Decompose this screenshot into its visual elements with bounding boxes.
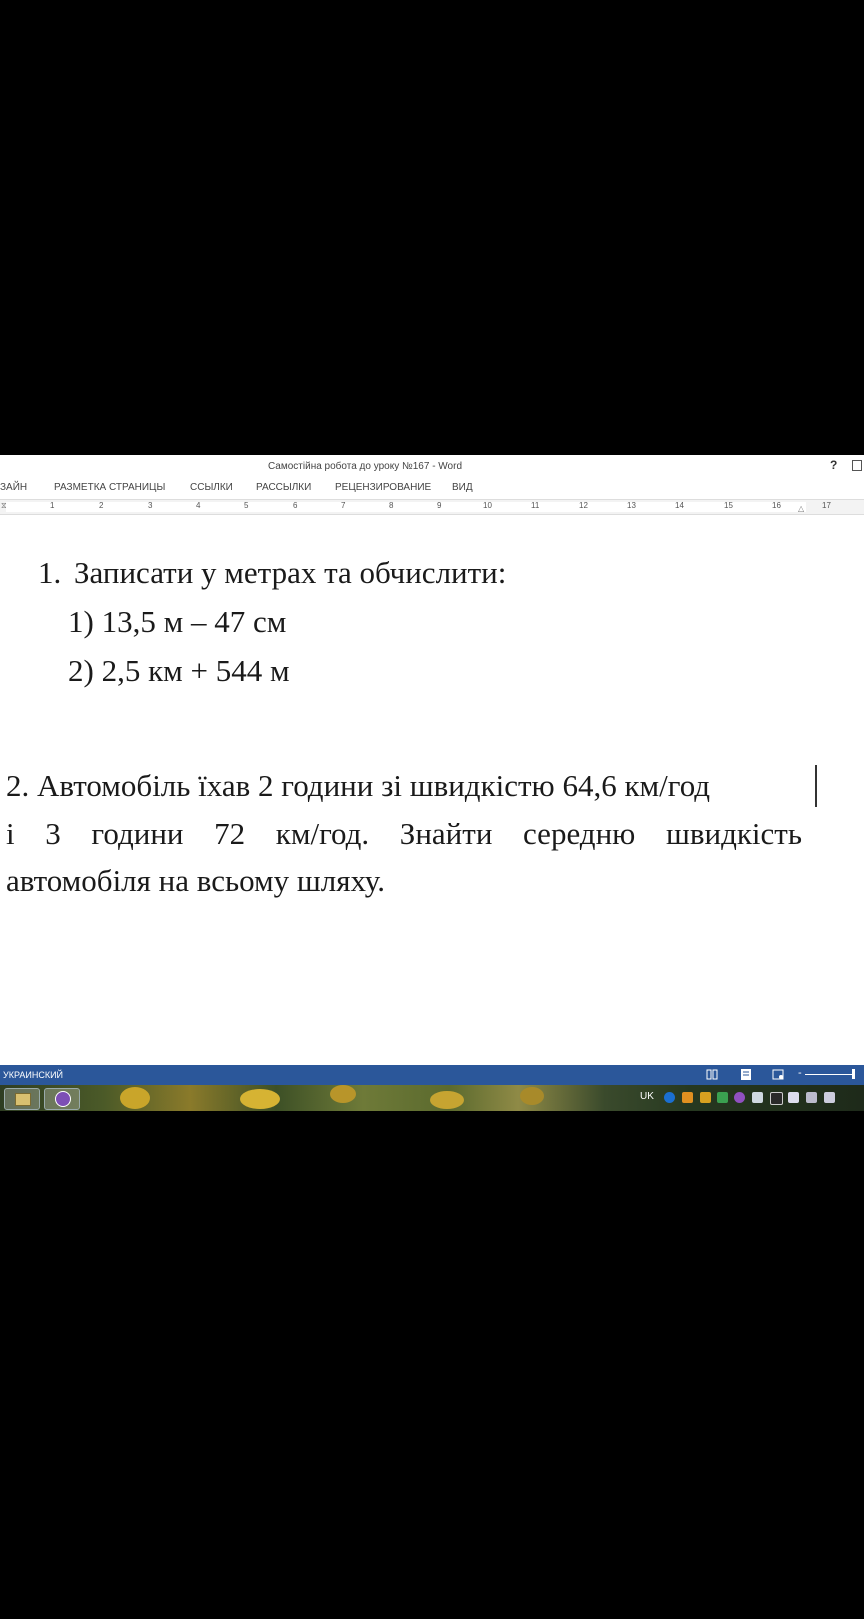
tab-view[interactable]: ВИД bbox=[452, 482, 473, 493]
document-page[interactable] bbox=[0, 515, 864, 1015]
ruler-number: 1 bbox=[50, 501, 55, 510]
task2-word: 3 bbox=[45, 816, 61, 851]
language-indicator[interactable]: УКРАИНСКИЙ bbox=[3, 1070, 64, 1080]
bluetooth-icon[interactable] bbox=[770, 1092, 783, 1105]
zoom-slider-thumb[interactable] bbox=[852, 1069, 855, 1079]
ruler-number: 5 bbox=[244, 501, 249, 510]
task2-word: 72 bbox=[214, 816, 246, 851]
explorer-icon bbox=[15, 1093, 31, 1106]
zoom-out-button[interactable]: - bbox=[798, 1067, 802, 1079]
ruler-number: 9 bbox=[437, 501, 442, 510]
task2-line: 2. Автомобіль їхав 2 години зі швидкістю 64,6 км/год bbox=[6, 768, 711, 803]
task1-number: 1. bbox=[38, 555, 62, 590]
tab-design[interactable]: ЗАЙН bbox=[0, 482, 28, 493]
task2-word: км/год. bbox=[275, 816, 370, 851]
ruler-number: 8 bbox=[389, 501, 394, 510]
taskbar-explorer-button[interactable] bbox=[4, 1088, 40, 1110]
signal-icon[interactable] bbox=[806, 1092, 817, 1103]
network-icon[interactable] bbox=[664, 1092, 675, 1103]
task2-word: швидкість bbox=[665, 816, 802, 851]
taskbar-viber-button[interactable] bbox=[44, 1088, 80, 1110]
help-button[interactable]: ? bbox=[830, 458, 838, 472]
read-mode-icon[interactable] bbox=[706, 1069, 718, 1080]
word-window bbox=[0, 455, 864, 1111]
tab-mailings[interactable]: РАССЫЛКИ bbox=[256, 482, 312, 493]
ruler-number: 17 bbox=[822, 501, 831, 510]
task2-word: і bbox=[6, 816, 15, 851]
ribbon-display-options-icon[interactable] bbox=[852, 460, 862, 471]
viber-icon bbox=[55, 1091, 71, 1107]
status-bar bbox=[0, 1065, 864, 1085]
taskbar bbox=[0, 1085, 864, 1111]
ribbon-tabs bbox=[0, 477, 864, 498]
ruler-number: 16 bbox=[772, 501, 781, 510]
tab-references[interactable]: ССЫЛКИ bbox=[190, 482, 233, 493]
action-center-icon[interactable] bbox=[752, 1092, 763, 1103]
web-layout-icon[interactable] bbox=[772, 1069, 784, 1080]
tray-app-icon[interactable] bbox=[700, 1092, 711, 1103]
viber-tray-icon[interactable] bbox=[734, 1092, 745, 1103]
title-bar bbox=[0, 455, 864, 477]
ruler-number: 11 bbox=[531, 501, 540, 510]
ruler-number: 14 bbox=[675, 501, 684, 510]
task2-line bbox=[6, 816, 802, 852]
ruler-number: 6 bbox=[293, 501, 298, 510]
ruler-number: 12 bbox=[579, 501, 588, 510]
ruler-number: 10 bbox=[483, 501, 492, 510]
tab-review[interactable]: РЕЦЕНЗИРОВАНИЕ bbox=[335, 482, 432, 493]
ruler-number: 13 bbox=[627, 501, 636, 510]
ruler-number: 4 bbox=[196, 501, 201, 510]
volume-icon[interactable] bbox=[824, 1092, 835, 1103]
system-tray bbox=[612, 1085, 864, 1111]
task2-word: години bbox=[91, 816, 184, 851]
horizontal-ruler[interactable] bbox=[0, 499, 864, 515]
left-indent-icon[interactable]: ⧖ bbox=[1, 501, 7, 510]
document-title: Самостійна робота до уроку №167 - Word bbox=[267, 461, 463, 472]
tab-page-layout[interactable]: РАЗМЕТКА СТРАНИЦЫ bbox=[54, 482, 166, 493]
tray-app-icon[interactable] bbox=[717, 1092, 728, 1103]
battery-icon[interactable] bbox=[788, 1092, 799, 1103]
task2-word: Знайти bbox=[399, 816, 493, 851]
ruler-number: 2 bbox=[99, 501, 104, 510]
ruler-number: 7 bbox=[341, 501, 346, 510]
tray-app-icon[interactable] bbox=[682, 1092, 693, 1103]
task2-line: автомобіля на всьому шляху. bbox=[6, 863, 385, 898]
task2-word: середню bbox=[523, 816, 636, 851]
ruler-number: 3 bbox=[148, 501, 153, 510]
zoom-slider[interactable] bbox=[805, 1074, 855, 1075]
text-cursor bbox=[815, 765, 817, 807]
print-layout-icon[interactable] bbox=[740, 1069, 752, 1080]
task1-item: 2) 2,5 км + 544 м bbox=[68, 653, 290, 688]
right-indent-icon[interactable]: △ bbox=[798, 504, 805, 513]
tray-language-indicator[interactable]: UK bbox=[640, 1091, 654, 1102]
task1-heading: Записати у метрах та обчислити: bbox=[74, 555, 507, 590]
ruler-number: 15 bbox=[724, 501, 733, 510]
task1-item: 1) 13,5 м – 47 см bbox=[68, 604, 287, 639]
